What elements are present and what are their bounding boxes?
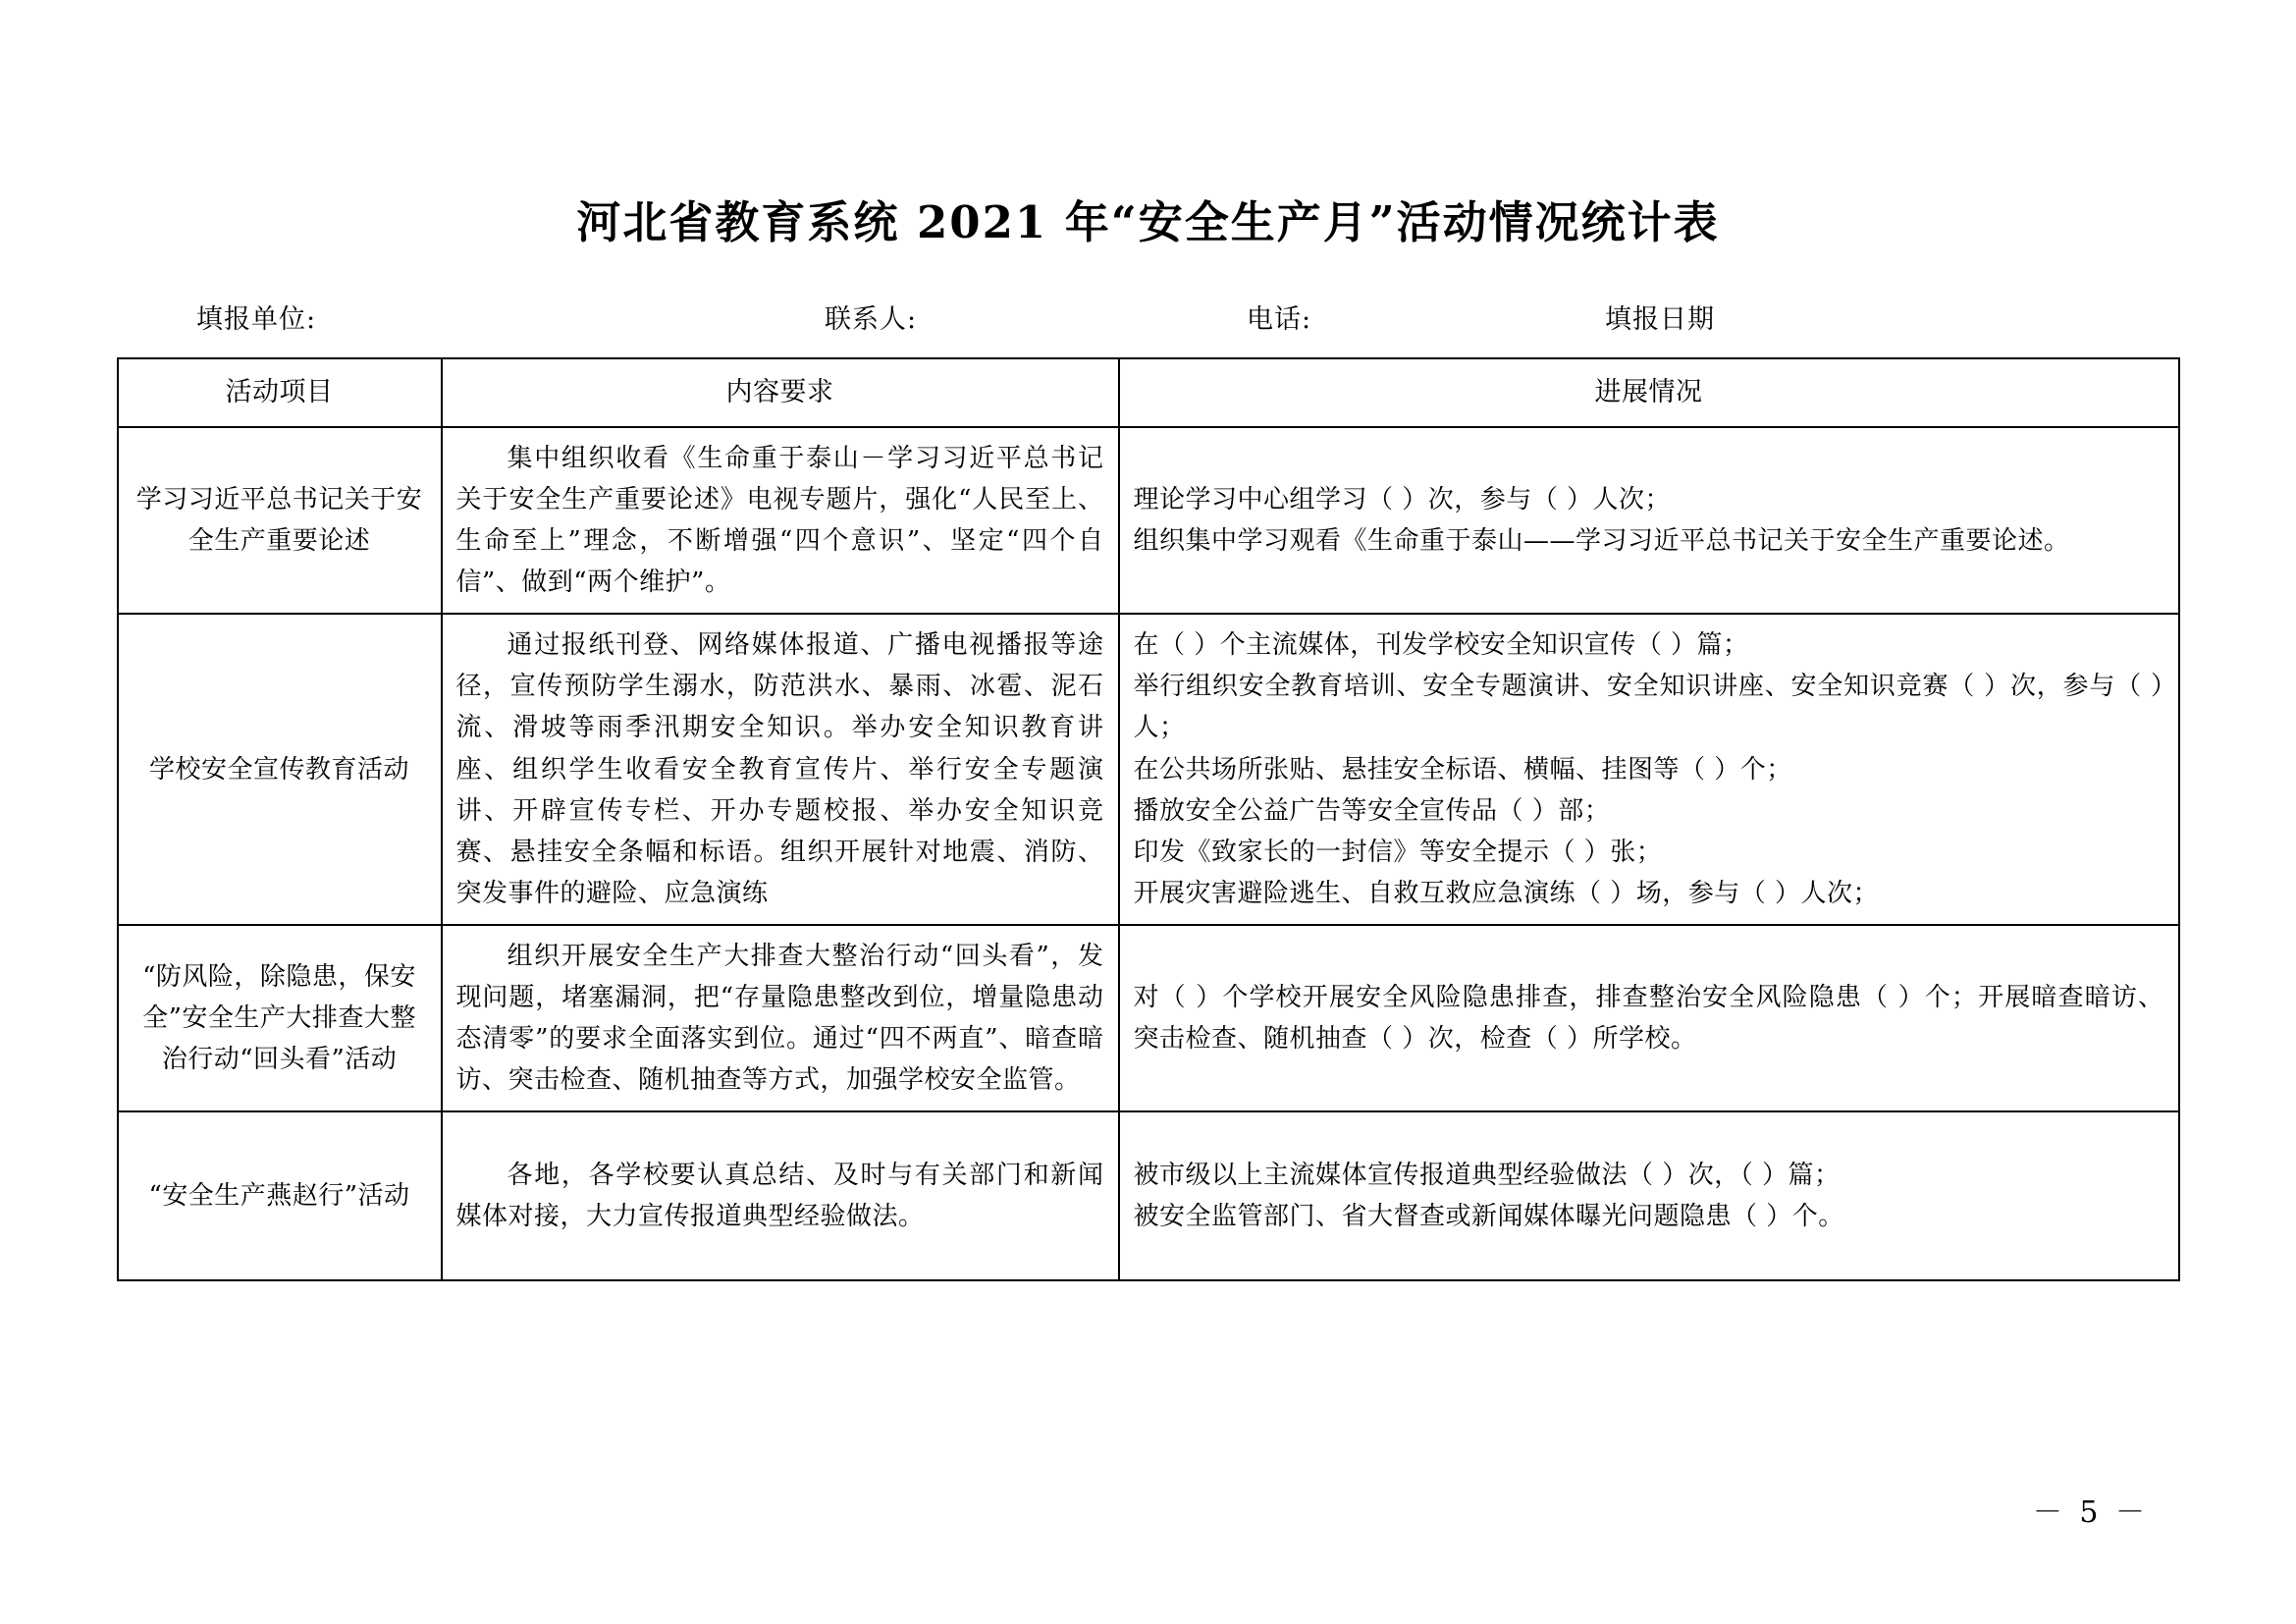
- cell-content-requirement: 组织开展安全生产大排查大整治行动“回头看”，发现问题，堵塞漏洞，把“存量隐患整改到位，增量隐患动态清零”的要求全面落实到位。通过“四不两直”、暗查暗访、突击检查、随机抽查等方式，加强学校安全监管。: [442, 925, 1119, 1111]
- cell-content-requirement: 各地，各学校要认真总结、及时与有关部门和新闻媒体对接，大力宣传报道典型经验做法。: [442, 1111, 1119, 1280]
- cell-content-requirement: 集中组织收看《生命重于泰山－学习习近平总书记关于安全生产重要论述》电视专题片，强化“人民至上、生命至上”理念，不断增强“四个意识”、坚定“四个自信”、做到“两个维护”。: [442, 427, 1119, 614]
- cell-activity-item: 学习习近平总书记关于安全生产重要论述: [118, 427, 442, 614]
- cell-progress-status: 对（ ）个学校开展安全风险隐患排查，排查整治安全风险隐患（ ）个；开展暗查暗访、突击检查、随机抽查（ ）次，检查（ ）所学校。: [1119, 925, 2179, 1111]
- cell-activity-item: “防风险，除隐患，保安全”安全生产大排查大整治行动“回头看”活动: [118, 925, 442, 1111]
- column-header-progress: 进展情况: [1119, 358, 2179, 427]
- meta-contact-label: 联系人:: [825, 304, 918, 335]
- cell-progress-status: 被市级以上主流媒体宣传报道典型经验做法（ ）次，（ ）篇； 被安全监管部门、省大督查或新闻媒体曝光问题隐患（ ）个。: [1119, 1111, 2179, 1280]
- cell-content-requirement: 通过报纸刊登、网络媒体报道、广播电视播报等途径，宣传预防学生溺水，防范洪水、暴雨、冰雹、泥石流、滑坡等雨季汛期安全知识。举办安全知识教育讲座、组织学生收看安全教育宣传片、举行安全专题演讲、开辟宣传专栏、开办专题校报、举办安全知识竞赛、悬挂安全条幅和标语。组织开展针对地震、消防、突发事件的避险、应急演练: [442, 614, 1119, 925]
- meta-date-label: 填报日期: [1605, 304, 1715, 335]
- table-row: [118, 925, 2179, 1111]
- table-row: [118, 427, 2179, 614]
- activity-statistics-table: [117, 357, 2180, 1281]
- cell-activity-item: 学校安全宣传教育活动: [118, 614, 442, 925]
- meta-unit-label: 填报单位:: [196, 304, 317, 335]
- table-row: [118, 1111, 2179, 1280]
- page-title: 河北省教育系统 2021 年“安全生产月”活动情况统计表: [576, 196, 1720, 248]
- page-number: － 5 －: [2032, 1495, 2149, 1530]
- table-header-row: [118, 358, 2179, 427]
- cell-progress-status: 在（ ）个主流媒体，刊发学校安全知识宣传（ ）篇； 举行组织安全教育培训、安全专题演讲、安全知识讲座、安全知识竞赛（ ）次，参与（ ）人； 在公共场所张贴、悬挂安全标语、横幅、挂图等（ ）个； 播放安全公益广告等安全宣传品（ ）部； 印发《致家长的一封信》等安全提示（ ）张； 开展灾害避险逃生、自救互救应急演练（ ）场，参与（ ）人次；: [1119, 614, 2179, 925]
- column-header-item: 活动项目: [118, 358, 442, 427]
- cell-progress-status: 理论学习中心组学习（ ）次，参与（ ）人次； 组织集中学习观看《生命重于泰山——学习习近平总书记关于安全生产重要论述。: [1119, 427, 2179, 614]
- column-header-content: 内容要求: [442, 358, 1119, 427]
- meta-phone-label: 电话:: [1247, 304, 1312, 335]
- table-row: [118, 614, 2179, 925]
- cell-activity-item: “安全生产燕赵行”活动: [118, 1111, 442, 1280]
- form-meta-row: [0, 298, 2296, 336]
